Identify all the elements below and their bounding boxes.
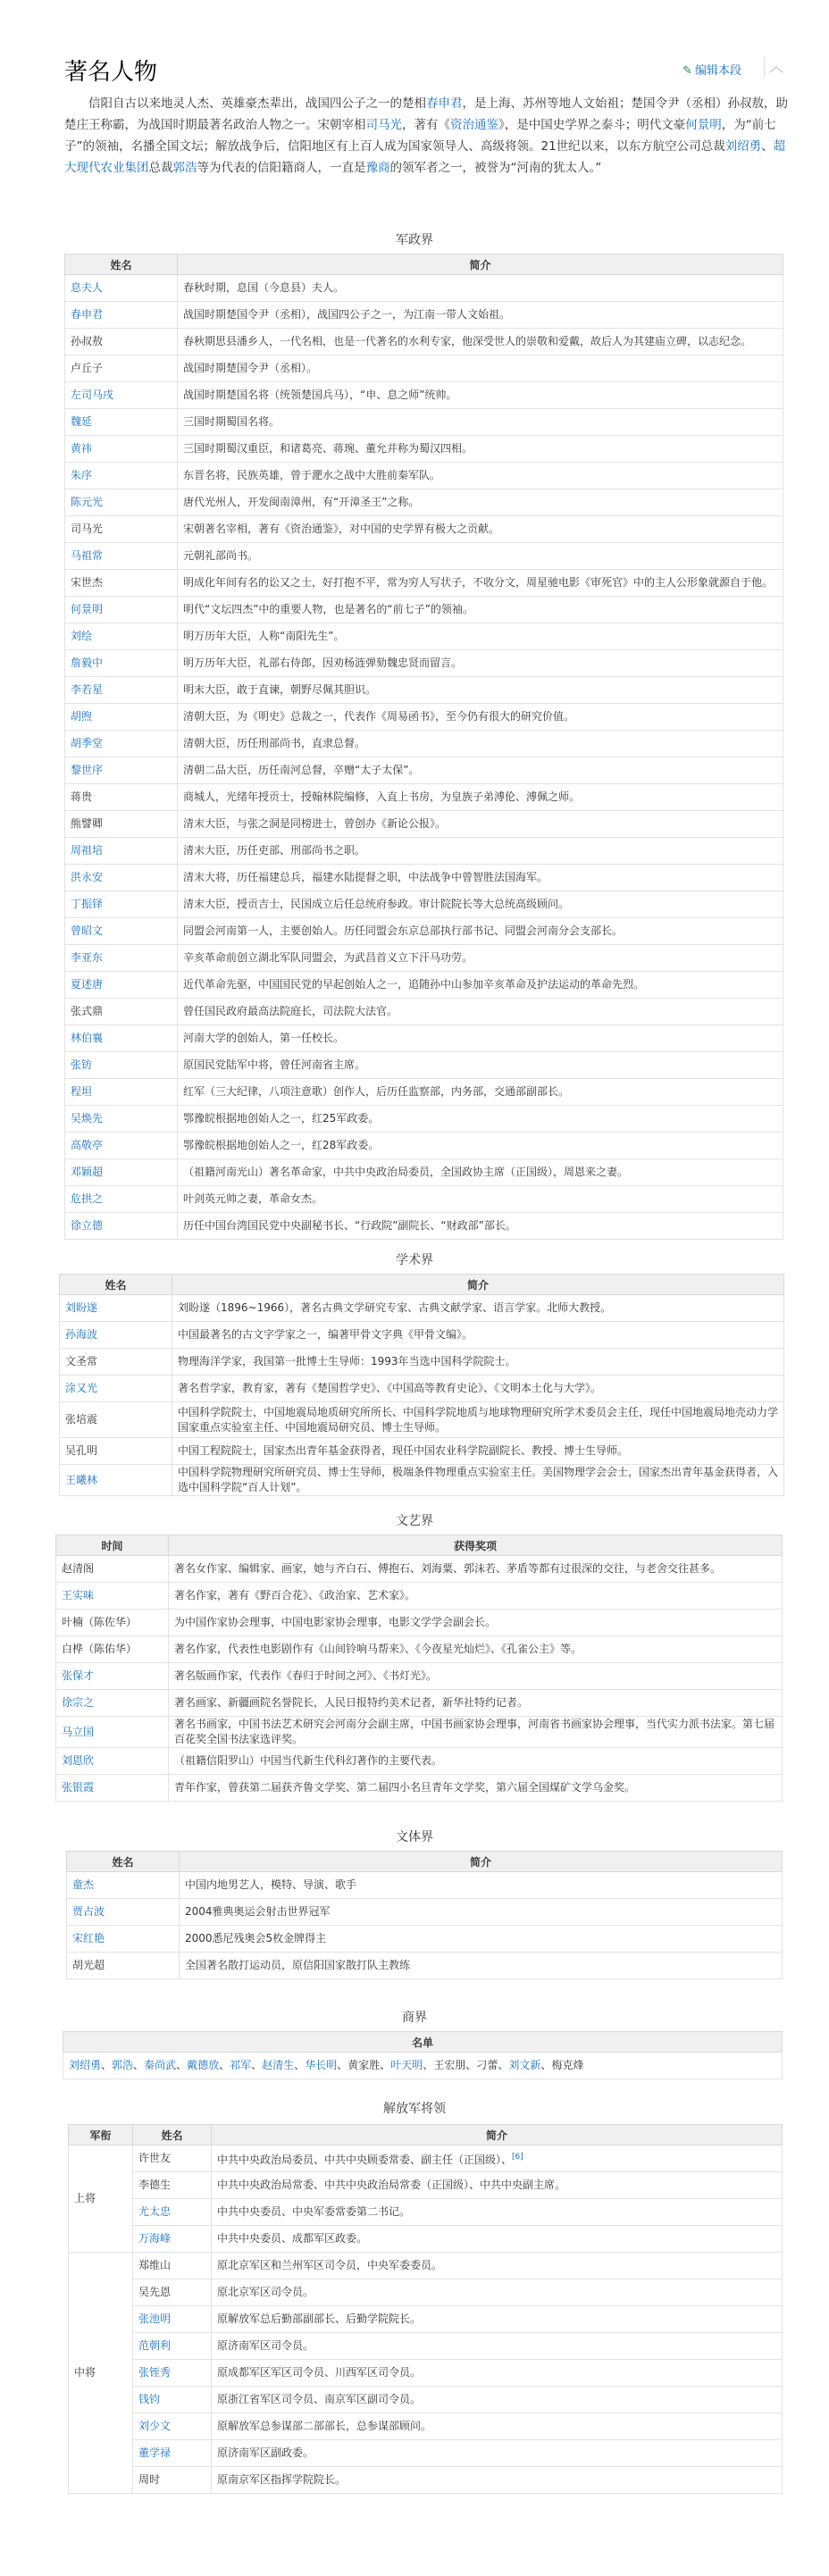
table-row xyxy=(65,650,783,677)
col-header-desc: 简介 xyxy=(180,1852,783,1872)
table-row xyxy=(56,1636,783,1663)
person-name: 张培震 xyxy=(60,1402,172,1438)
person-description: 春秋时期，息国（今息县）夫人。 xyxy=(178,275,783,302)
col-header-rank: 军衔 xyxy=(69,2125,133,2145)
table-row xyxy=(69,2440,783,2467)
general-name[interactable]: 范朝利 xyxy=(133,2333,212,2360)
col-header-name: 姓名 xyxy=(67,1852,180,1872)
person-name: 叶楠（陈佐华） xyxy=(56,1610,169,1636)
person-description: 清朝大臣，历任刑部尚书，直隶总督。 xyxy=(178,731,783,757)
table-row xyxy=(65,623,783,650)
person-description: 红军（三大纪律，八项注意歌）创作人，后历任监察部，内务部，交通部副部长。 xyxy=(178,1079,783,1106)
general-name: 许世友 xyxy=(133,2145,212,2172)
merchant-text: 黄家胜 xyxy=(348,2059,381,2071)
person-name[interactable]: 贾占波 xyxy=(67,1899,180,1926)
person-description: 著名书画家，中国书法艺术研究会河南分会副主席，中国书画家协会理事，河南省书画家协会理事，当代实力派书法家。第七届百花奖全国书法家选评奖。 xyxy=(169,1717,783,1748)
intro-link[interactable]: 资治通鉴 xyxy=(450,118,498,132)
table-row xyxy=(67,1953,783,1979)
table-row xyxy=(56,1748,783,1775)
person-name[interactable]: 曾昭文 xyxy=(65,918,178,945)
person-description: 全国著名散打运动员，原信阳国家散打队主教练 xyxy=(180,1953,783,1979)
person-name: 卢丘子 xyxy=(65,355,178,382)
description-text: 原解放军总参谋部二部部长，总参谋部顾问。 xyxy=(217,2420,432,2432)
section-heading-jiefangjun: 解放军将领 xyxy=(383,2102,446,2116)
person-name: 熊譬卿 xyxy=(65,811,178,838)
table-row xyxy=(65,757,783,784)
table-row xyxy=(65,1106,783,1133)
merchant-text: 、 xyxy=(540,2059,552,2071)
person-description: 明万历年大臣，人称“南阳先生”。 xyxy=(178,623,783,650)
section-heading-junzheng: 军政界 xyxy=(396,233,433,247)
col-header-list: 名单 xyxy=(63,2032,783,2053)
person-description: 著名作家，代表性电影剧作有《山间铃响马帮来》、《今夜星光灿烂》、《孔雀公主》等。 xyxy=(169,1636,783,1663)
description-text: 原济南军区副政委。 xyxy=(217,2446,314,2459)
general-description xyxy=(212,2333,783,2360)
general-description xyxy=(212,2226,783,2253)
table-row xyxy=(69,2172,783,2199)
general-description xyxy=(212,2145,783,2172)
section-heading-xueshu: 学术界 xyxy=(396,1253,433,1267)
person-description: 历任中国台湾国民党中央副秘书长、“行政院”副院长、“财政部”部长。 xyxy=(178,1213,783,1240)
table-row xyxy=(65,1186,783,1213)
person-name[interactable]: 马祖常 xyxy=(65,543,178,570)
person-description: 明末大臣，敢于直谏，朝野尽佩其胆识。 xyxy=(178,677,783,704)
general-name[interactable]: 尤太忠 xyxy=(133,2199,212,2226)
person-description: 战国时期楚国名将（统领楚国兵马），“申、息之师”统帅。 xyxy=(178,382,783,409)
table-row xyxy=(69,2387,783,2413)
table-jiefangjun xyxy=(68,2124,783,2494)
person-name[interactable]: 刘盼遂 xyxy=(60,1295,172,1322)
person-description: 唐代光州人，开发闽南漳州，有“开漳圣王”之称。 xyxy=(178,489,783,516)
person-name[interactable]: 吴焕先 xyxy=(65,1106,178,1133)
intro-text: ，是上海、苏州等地人文始祖；楚国令尹（丞相）孙叔敖，助楚庄王称霸，为战国时期最著名政治人物之一。宋朝宰相 xyxy=(64,96,788,132)
col-header-name: 姓名 xyxy=(60,1275,172,1295)
section-heading-shangjie: 商界 xyxy=(402,2011,427,2025)
person-name[interactable]: 黄祎 xyxy=(65,436,178,463)
merchant-text: 、 xyxy=(176,2059,188,2071)
intro-paragraph xyxy=(64,93,788,179)
table-row xyxy=(69,2413,783,2440)
reference-link[interactable]: [6] xyxy=(512,2152,523,2162)
person-description: 宋朝著名宰相，著有《资治通鉴》，对中国的史学界有极大之贡献。 xyxy=(178,516,783,543)
col-header-desc: 简介 xyxy=(178,255,783,275)
person-description: 青年作家，曾获第二届获齐鲁文学奖、第二届四小名旦青年文学奖，第六届全国煤矿文学乌金奖。 xyxy=(169,1775,783,1802)
general-description xyxy=(212,2279,783,2306)
person-description: 战国时期楚国令尹（丞相），战国四公子之一，为江南一带人文始祖。 xyxy=(178,302,783,329)
person-name[interactable]: 邓颖超 xyxy=(65,1159,178,1186)
general-name: 周时 xyxy=(133,2467,212,2494)
general-description xyxy=(212,2440,783,2467)
table-row xyxy=(69,2306,783,2333)
intro-link[interactable]: 刘绍勇 xyxy=(724,139,762,154)
person-description: 清朝二品大臣，历任南河总督，卒赠“太子太保”。 xyxy=(178,757,783,784)
table-row xyxy=(65,811,783,838)
merchant-text: 王宏朋 xyxy=(433,2059,466,2071)
person-description: 辛亥革命前创立湖北军队同盟会，为武昌首义立下汗马功劳。 xyxy=(178,945,783,972)
table-row xyxy=(69,2145,783,2172)
person-name[interactable]: 王实味 xyxy=(56,1583,169,1610)
merchant-text: 、 xyxy=(251,2059,263,2071)
table-row xyxy=(56,1690,783,1717)
merchant-text: 、 xyxy=(380,2059,391,2071)
person-name[interactable]: 林伯襄 xyxy=(65,1025,178,1052)
col-header-award: 获得奖项 xyxy=(169,1535,783,1556)
merchant-link[interactable]: 郭浩 xyxy=(112,2059,134,2071)
person-name: 白桦（陈佑华） xyxy=(56,1636,169,1663)
person-description: （祖籍河南光山）著名革命家，中共中央政治局委员，全国政协主席（正国级），周恩来之妻。 xyxy=(178,1159,783,1186)
person-name[interactable]: 刘绘 xyxy=(65,623,178,650)
table-row xyxy=(65,489,783,516)
table-row xyxy=(65,1052,783,1079)
table-row xyxy=(65,382,783,409)
merchant-text: 、 xyxy=(219,2059,230,2071)
col-header-desc: 简介 xyxy=(212,2125,783,2145)
person-name[interactable]: 魏延 xyxy=(65,409,178,436)
merchant-link[interactable]: 赵清生 xyxy=(262,2059,295,2071)
col-header-desc: 简介 xyxy=(172,1275,784,1295)
table-row xyxy=(65,1213,783,1240)
person-name: 文圣常 xyxy=(60,1349,172,1376)
person-name[interactable]: 朱序 xyxy=(65,463,178,489)
general-description xyxy=(212,2172,783,2199)
person-description: 三国时期蜀汉重臣，和诸葛亮、蒋琬、董允并称为蜀汉四相。 xyxy=(178,436,783,463)
person-name: 蒋贵 xyxy=(65,784,178,811)
table-row xyxy=(67,1872,783,1899)
general-name[interactable]: 董学禄 xyxy=(133,2440,212,2467)
description-text: 原成都军区军区司令员、川西军区司令员。 xyxy=(217,2366,422,2379)
person-name[interactable]: 李若星 xyxy=(65,677,178,704)
person-description: 商城人，光绪年授贡士，授翰林院编修，入直上书房，为皇族子弟溥伦、溥佩之师。 xyxy=(178,784,783,811)
table-row xyxy=(65,677,783,704)
table-row xyxy=(65,570,783,597)
table-row xyxy=(65,355,783,382)
person-name[interactable]: 危拱之 xyxy=(65,1186,178,1213)
person-name[interactable]: 孙海波 xyxy=(60,1322,172,1349)
general-description xyxy=(212,2253,783,2279)
intro-link[interactable]: 何景明 xyxy=(685,118,722,132)
description-text: 原解放军总后勤部副部长、后勤学院院长。 xyxy=(217,2313,422,2325)
person-description: 刘盼遂（1896~1966），著名古典文学研究专家、古典文献学家、语言学家。北师大教授。 xyxy=(172,1295,784,1322)
table-row xyxy=(69,2360,783,2387)
person-name[interactable]: 陈元光 xyxy=(65,489,178,516)
merchant-link[interactable]: 祁军 xyxy=(230,2059,252,2071)
person-description: 中国科学院物理研究所研究员、博士生导师，极端条件物理重点实验室主任。美国物理学会会士，国家杰出青年基金获得者，入选中国科学院“百人计划”。 xyxy=(172,1465,784,1496)
intro-link[interactable]: 超大现代农业集团 xyxy=(64,139,786,175)
person-description: 鄂豫皖根据地创始人之一，红25军政委。 xyxy=(178,1106,783,1133)
merchant-link[interactable]: 刘绍勇 xyxy=(69,2059,102,2071)
general-name: 郑维山 xyxy=(133,2253,212,2279)
person-name[interactable]: 王曦林 xyxy=(60,1465,172,1496)
person-description: 2004雅典奥运会射击世界冠军 xyxy=(180,1899,783,1926)
person-description: 清末大臣，授贡吉士，民国成立后任总统府参政。审计院院长等大总统高级顾问。 xyxy=(178,891,783,918)
person-name[interactable]: 春申君 xyxy=(65,302,178,329)
merchant-text: 、 xyxy=(465,2059,477,2071)
general-description xyxy=(212,2306,783,2333)
person-description: 元朝礼部尚书。 xyxy=(178,543,783,570)
person-name[interactable]: 张保才 xyxy=(56,1663,169,1690)
person-name[interactable]: 张钫 xyxy=(65,1052,178,1079)
merchant-link[interactable]: 叶天明 xyxy=(390,2059,423,2071)
intro-link[interactable]: 郭浩 xyxy=(172,161,197,175)
general-description xyxy=(212,2387,783,2413)
merchant-text: 、 xyxy=(423,2059,434,2071)
person-name: 赵清阁 xyxy=(56,1556,169,1583)
merchant-link[interactable]: 华长明 xyxy=(305,2059,338,2071)
general-name[interactable]: 刘少文 xyxy=(133,2413,212,2440)
table-row xyxy=(69,2467,783,2494)
table-row xyxy=(65,1079,783,1106)
person-name[interactable]: 詹毅中 xyxy=(65,650,178,677)
person-description: 明成化年间有名的讼又之士，好打抱不平，常为穷人写状子，不收分文，周星驰电影《审死官》中的主人公形象就源自于他。 xyxy=(178,570,783,597)
merchant-text: 、 xyxy=(498,2059,509,2071)
intro-text: 信阳自古以来地灵人杰、英雄豪杰辈出，战国四公子之一的楚相 xyxy=(88,96,426,111)
person-description: 三国时期蜀国名将。 xyxy=(178,409,783,436)
person-name: 张式鼎 xyxy=(65,999,178,1025)
table-row xyxy=(69,2333,783,2360)
table-row xyxy=(65,945,783,972)
table-row xyxy=(65,865,783,891)
person-description: 中国科学院院士，中国地震局地质研究所所长、中国科学院地质与地球物理研究所学术委员会主任，现任中国地震局地壳动力学国家重点实验室主任、中国地震局研究员、博士生导师。 xyxy=(172,1402,784,1438)
merchant-link[interactable]: 秦尚武 xyxy=(144,2059,177,2071)
table-row xyxy=(56,1775,783,1802)
intro-link[interactable]: 豫商 xyxy=(365,161,390,175)
merchant-link[interactable]: 刘文新 xyxy=(508,2059,541,2071)
table-row xyxy=(69,2226,783,2253)
description-text: 原北京军区和兰州军区司令员，中央军委委员。 xyxy=(217,2259,443,2271)
person-description: 曾任国民政府最高法院庭长，司法院大法官。 xyxy=(178,999,783,1025)
table-row xyxy=(65,543,783,570)
person-description: 中国工程院院士，国家杰出青年基金获得者，现任中国农业科学院副院长、教授、博士生导师。 xyxy=(172,1438,784,1465)
person-name[interactable]: 夏述唐 xyxy=(65,972,178,999)
person-name[interactable]: 马立国 xyxy=(56,1717,169,1748)
table-row xyxy=(69,2253,783,2279)
intro-link[interactable]: 春申君 xyxy=(426,96,463,111)
table-row xyxy=(60,1322,784,1349)
col-header-time: 时间 xyxy=(56,1535,169,1556)
description-text: 中共中央政治局常委、中共中央政治局常委（正国级）、中共中央副主席。 xyxy=(217,2179,566,2191)
description-text: 原济南军区司令员。 xyxy=(217,2339,314,2352)
table-row xyxy=(60,1465,784,1496)
person-description: 清末大臣，历任吏部、刑部尚书之职。 xyxy=(178,838,783,865)
table-row xyxy=(65,1133,783,1159)
table-wenti xyxy=(66,1851,783,1979)
table-row xyxy=(56,1583,783,1610)
table-row xyxy=(56,1717,783,1748)
general-description xyxy=(212,2199,783,2226)
table-row xyxy=(60,1349,784,1376)
table-row xyxy=(65,1025,783,1052)
table-row xyxy=(65,784,783,811)
table-row xyxy=(56,1556,783,1583)
person-description: 清朝大臣，为《明史》总裁之一，代表作《周易函书》，至今仍有很大的研究价值。 xyxy=(178,704,783,731)
intro-text: 》，是中国史学界之泰斗；明代文豪 xyxy=(498,118,686,132)
table-row xyxy=(67,1926,783,1953)
general-description xyxy=(212,2467,783,2494)
description-text: 中共中央委员、成都军区政委。 xyxy=(217,2232,368,2245)
person-name[interactable]: 左司马戌 xyxy=(65,382,178,409)
table-row xyxy=(69,2279,783,2306)
person-description: 战国时期楚国令尹（丞相）。 xyxy=(178,355,783,382)
table-row xyxy=(65,463,783,489)
description-text: 原南京军区指挥学院院长。 xyxy=(217,2473,347,2486)
table-row xyxy=(65,972,783,999)
table-row xyxy=(65,436,783,463)
description-text: 中共中央委员、中央军委常委第二书记。 xyxy=(217,2205,411,2218)
person-description: （祖籍信阳罗山）中国当代新生代科幻著作的主要代表。 xyxy=(169,1748,783,1775)
person-name[interactable]: 胡煦 xyxy=(65,704,178,731)
table-row xyxy=(65,302,783,329)
person-description: 2000悉尼残奥会5枚金牌得主 xyxy=(180,1926,783,1953)
table-row xyxy=(60,1402,784,1438)
person-name[interactable]: 洪永安 xyxy=(65,865,178,891)
merchant-text: 刁蕾 xyxy=(476,2059,498,2071)
person-description: 著名版画作家，代表作《春归于时间之河》、《书灯光》。 xyxy=(169,1663,783,1690)
person-description: 河南大学的创始人，第一任校长。 xyxy=(178,1025,783,1052)
table-row xyxy=(65,918,783,945)
person-description: 同盟会河南第一人，主要创始人。历任同盟会东京总部执行部书记、同盟会河南分会支部长。 xyxy=(178,918,783,945)
person-name[interactable]: 童杰 xyxy=(67,1872,180,1899)
description-text: 原浙江省军区司令员、南京军区副司令员。 xyxy=(217,2393,422,2405)
person-description: 中国最著名的古文字学家之一，编著甲骨文字典《甲骨文编》。 xyxy=(172,1322,784,1349)
table-wenyi xyxy=(55,1535,783,1802)
person-name: 司马光 xyxy=(65,516,178,543)
intro-text: 的领军者之一，被誉为“河南的犹太人。” xyxy=(389,161,602,175)
person-description: 春秋期思县潘乡人，一代名相，也是一代著名的水利专家，他深受世人的崇敬和爱戴，故后人为其建庙立碑，以志纪念。 xyxy=(178,329,783,355)
table-row xyxy=(65,597,783,623)
table-row xyxy=(65,704,783,731)
page-title: 著名人物 xyxy=(64,59,158,86)
person-description: 著名哲学家，教育家，著有《楚国哲学史》、《中国高等教育史论》、《文明本土化与大学》。 xyxy=(172,1376,784,1402)
person-name[interactable]: 李亚东 xyxy=(65,945,178,972)
person-description: 叶剑英元帅之妻，革命女杰。 xyxy=(178,1186,783,1213)
col-header-name: 姓名 xyxy=(133,2125,212,2145)
person-name[interactable]: 黎世序 xyxy=(65,757,178,784)
person-name[interactable]: 涂又光 xyxy=(60,1376,172,1402)
general-name[interactable]: 万海峰 xyxy=(133,2226,212,2253)
edit-label: 编辑本段 xyxy=(694,64,741,78)
intro-text: 、 xyxy=(761,139,774,154)
table-row xyxy=(60,1295,784,1322)
table-shangjie xyxy=(63,2031,783,2079)
table-row xyxy=(65,999,783,1025)
person-name: 胡光超 xyxy=(67,1953,180,1979)
table-row xyxy=(65,329,783,355)
merchant-link[interactable]: 戴德放 xyxy=(187,2059,220,2071)
table-row xyxy=(65,838,783,865)
person-description: 中国内地男艺人，模特、导演、歌手 xyxy=(180,1872,783,1899)
intro-text: ，为“前七子”的领袖，名播全国文坛；解放战争后，信阳地区有上百人成为国家领导人、高级将领。21世纪以来，以东方航空公司总裁 xyxy=(64,118,776,154)
table-row xyxy=(65,891,783,918)
merchant-text: 、 xyxy=(133,2059,145,2071)
person-name: 孙叔敖 xyxy=(65,329,178,355)
person-name[interactable]: 程坦 xyxy=(65,1079,178,1106)
rank-cell: 中将 xyxy=(69,2253,133,2494)
table-row xyxy=(65,1159,783,1186)
person-name[interactable]: 高敬亭 xyxy=(65,1133,178,1159)
table-row xyxy=(65,275,783,302)
section-heading-wenyi: 文艺界 xyxy=(396,1514,433,1528)
table-row xyxy=(65,731,783,757)
table-row xyxy=(67,1899,783,1926)
person-name[interactable]: 周祖培 xyxy=(65,838,178,865)
person-description: 原国民党陆军中将，曾任河南省主席。 xyxy=(178,1052,783,1079)
section-header xyxy=(64,52,788,84)
table-row xyxy=(60,1438,784,1465)
merchant-text: 梅克烽 xyxy=(551,2059,584,2071)
person-name[interactable]: 刘恩欣 xyxy=(56,1748,169,1775)
person-name[interactable]: 息夫人 xyxy=(65,275,178,302)
general-description xyxy=(212,2360,783,2387)
general-name: 李德生 xyxy=(133,2172,212,2199)
person-name[interactable]: 胡季堂 xyxy=(65,731,178,757)
merchant-text: 、 xyxy=(294,2059,306,2071)
table-row xyxy=(65,516,783,543)
edit-section-button[interactable] xyxy=(682,61,741,78)
person-description: 著名画家、新疆画院名誉院长，人民日报特约美术记者，新华社特约记者。 xyxy=(169,1690,783,1717)
merchant-text: 、 xyxy=(101,2059,113,2071)
person-description: 明万历年大臣，礼部右侍郎，因劝杨涟弹劾魏忠贤而留言。 xyxy=(178,650,783,677)
person-description: 著名作家，著有《野百合花》、《政治家、艺术家》。 xyxy=(169,1583,783,1610)
general-description xyxy=(212,2413,783,2440)
merchant-list xyxy=(63,2053,783,2079)
chevron-up-icon[interactable]: ︿ xyxy=(764,57,788,77)
rank-cell: 上将 xyxy=(69,2145,133,2253)
col-header-name: 姓名 xyxy=(65,255,178,275)
table-row xyxy=(69,2199,783,2226)
table-xueshu xyxy=(59,1274,784,1496)
person-name: 宋世杰 xyxy=(65,570,178,597)
section-heading-wenti: 文体界 xyxy=(396,1830,433,1844)
general-name[interactable]: 张铚秀 xyxy=(133,2360,212,2387)
description-text: 原北京军区司令员。 xyxy=(217,2286,314,2298)
intro-link[interactable]: 司马光 xyxy=(365,118,402,132)
person-name[interactable]: 徐立德 xyxy=(65,1213,178,1240)
general-name[interactable]: 钱钧 xyxy=(133,2387,212,2413)
person-name: 吴孔明 xyxy=(60,1438,172,1465)
pencil-icon: ✎ xyxy=(682,64,692,78)
person-description: 著名女作家、编辑家、画家，她与齐白石、傅抱石、刘海粟、郭沫若、茅盾等都有过很深的交往，与老舍交往甚多。 xyxy=(169,1556,783,1583)
person-description: 东晋名将，民族英雄，曾于淝水之战中大胜前秦军队。 xyxy=(178,463,783,489)
intro-text: 总裁 xyxy=(148,161,173,175)
person-name[interactable]: 徐宗之 xyxy=(56,1690,169,1717)
table-junzheng xyxy=(64,254,783,1240)
person-description: 近代革命先驱，中国国民党的早起创始人之一，追随孙中山参加辛亥革命及护法运动的革命先烈。 xyxy=(178,972,783,999)
person-name[interactable]: 何景明 xyxy=(65,597,178,623)
person-description: 清末大将，历任福建总兵，福建水陆提督之职，中法战争中曾智胜法国海军。 xyxy=(178,865,783,891)
table-row xyxy=(56,1610,783,1636)
person-name[interactable]: 张银霞 xyxy=(56,1775,169,1802)
intro-text: 等为代表的信阳籍商人，一直是 xyxy=(197,161,366,175)
table-row xyxy=(65,409,783,436)
person-name[interactable]: 宋红艳 xyxy=(67,1926,180,1953)
description-text: 中共中央政治局委员、中共中央顾委常委、副主任（正国级）、 xyxy=(217,2153,513,2166)
merchant-text: 、 xyxy=(337,2059,348,2071)
person-description: 清末大臣，与张之洞是同榜进士，曾创办《新论公报》。 xyxy=(178,811,783,838)
person-description: 为中国作家协会理事，中国电影家协会理事，电影文学学会副会长。 xyxy=(169,1610,783,1636)
table-row xyxy=(60,1376,784,1402)
person-description: 明代“文坛四杰”中的重要人物，也是著名的“前七子”的领袖。 xyxy=(178,597,783,623)
person-name[interactable]: 丁振铎 xyxy=(65,891,178,918)
general-name: 吴先恩 xyxy=(133,2279,212,2306)
intro-text: ，著有《 xyxy=(402,118,450,132)
table-row xyxy=(56,1663,783,1690)
general-name[interactable]: 张池明 xyxy=(133,2306,212,2333)
person-description: 物理海洋学家，我国第一批博士生导师：1993年当选中国科学院院士。 xyxy=(172,1349,784,1376)
person-description: 鄂豫皖根据地创始人之一，红28军政委。 xyxy=(178,1133,783,1159)
